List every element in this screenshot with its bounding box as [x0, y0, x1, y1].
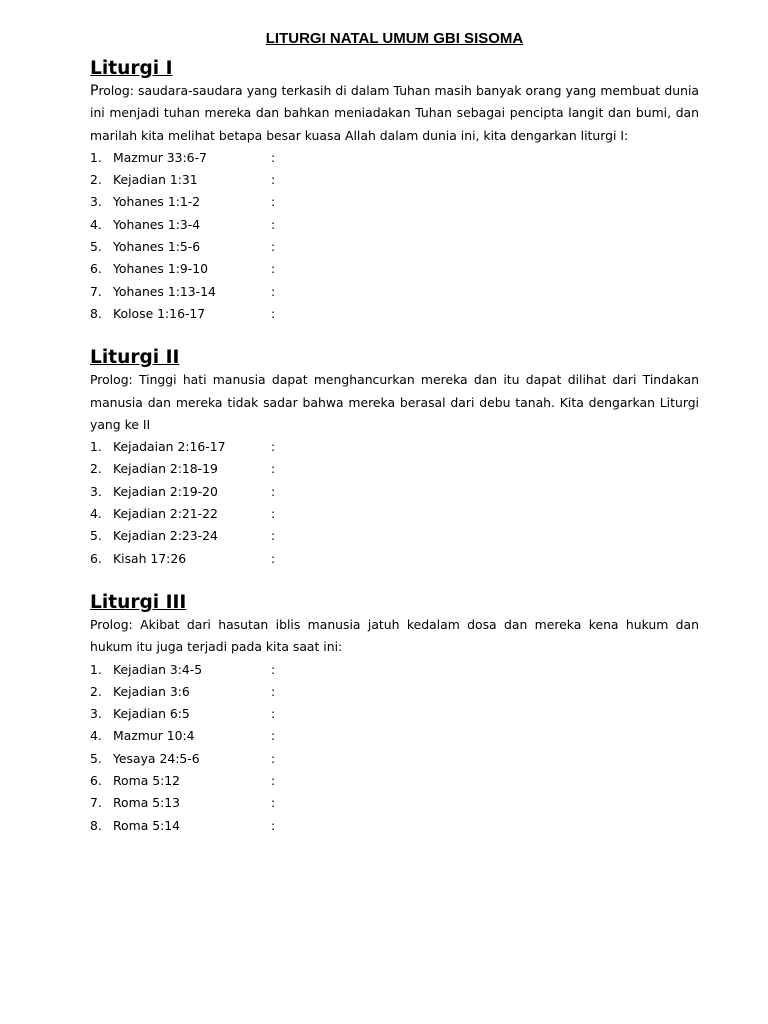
list-item [90, 525, 699, 547]
list-item [90, 281, 699, 303]
section-spacer [90, 325, 699, 347]
item-number: 6. [90, 261, 102, 277]
scripture-reference: Kejadian 3:4-5 [113, 661, 203, 677]
list-item [90, 169, 699, 191]
item-colon: : [271, 728, 276, 744]
item-number: 4. [90, 728, 102, 744]
list-item [90, 703, 699, 725]
item-number: 3. [90, 194, 102, 210]
list-item [90, 214, 699, 236]
section-spacer [90, 570, 699, 592]
scripture-reference: Mazmur 10:4 [113, 728, 195, 744]
list-item [90, 436, 699, 458]
list-item [90, 548, 699, 570]
section-prolog [90, 369, 699, 436]
item-number: 4. [90, 216, 102, 232]
list-item [90, 258, 699, 280]
list-item [90, 792, 699, 814]
scripture-reference: Yohanes 1:5-6 [113, 239, 201, 255]
prolog-text: rolog: Akibat dari hasutan iblis manusia jatuh kedalam dosa dan mereka kena hukum dan hukum itu juga terjadi pada kita saat ini: [90, 616, 699, 655]
scripture-reference: Yohanes 1:13-14 [113, 283, 216, 299]
section-heading: Liturgi I [90, 58, 173, 79]
prolog-first-letter: P [90, 83, 99, 99]
scripture-reference: Kejadaian 2:16-17 [113, 439, 226, 455]
item-number: 3. [90, 483, 102, 499]
item-number: 5. [90, 750, 102, 766]
item-colon: : [271, 773, 276, 789]
item-number: 5. [90, 239, 102, 255]
scripture-list [90, 659, 699, 837]
document-title: LITURGI NATAL UMUM GBI SISOMA [265, 30, 524, 47]
scripture-reference: Kejadian 6:5 [113, 706, 190, 722]
liturgi-section-1 [90, 58, 699, 325]
item-number: 1. [90, 661, 102, 677]
item-number: 2. [90, 461, 102, 477]
list-item [90, 236, 699, 258]
scripture-reference: Roma 5:14 [113, 817, 181, 833]
scripture-list [90, 147, 699, 325]
item-colon: : [271, 795, 276, 811]
item-number: 7. [90, 795, 102, 811]
item-number: 4. [90, 506, 102, 522]
list-item [90, 303, 699, 325]
item-colon: : [271, 706, 276, 722]
scripture-reference: Kejadian 3:6 [113, 683, 190, 699]
scripture-reference: Kisah 17:26 [113, 550, 187, 566]
list-item [90, 147, 699, 169]
item-number: 1. [90, 149, 102, 165]
item-number: 6. [90, 550, 102, 566]
item-colon: : [271, 149, 276, 165]
item-colon: : [271, 483, 276, 499]
item-colon: : [271, 683, 276, 699]
item-colon: : [271, 528, 276, 544]
item-colon: : [271, 550, 276, 566]
list-item [90, 770, 699, 792]
item-colon: : [271, 661, 276, 677]
scripture-reference: Kejadian 2:23-24 [113, 528, 218, 544]
item-colon: : [271, 750, 276, 766]
item-number: 7. [90, 283, 102, 299]
section-heading: Liturgi II [90, 347, 180, 369]
list-item [90, 503, 699, 525]
item-number: 8. [90, 305, 102, 321]
scripture-reference: Mazmur 33:6-7 [113, 149, 207, 165]
item-number: 1. [90, 439, 102, 455]
item-colon: : [271, 283, 276, 299]
scripture-reference: Yohanes 1:9-10 [113, 261, 208, 277]
item-number: 3. [90, 706, 102, 722]
liturgi-section-3 [90, 592, 699, 837]
list-item [90, 659, 699, 681]
scripture-reference: Kejadian 1:31 [113, 172, 198, 188]
scripture-reference: Kolose 1:16-17 [113, 305, 206, 321]
item-number: 8. [90, 817, 102, 833]
scripture-list [90, 436, 699, 570]
item-colon: : [271, 172, 276, 188]
item-colon: : [271, 239, 276, 255]
prolog-first-letter: P [90, 372, 98, 388]
scripture-reference: Kejadian 2:21-22 [113, 506, 218, 522]
prolog-text: rolog: saudara-saudara yang terkasih di dalam Tuhan masih banyak orang yang membuat dunia ini menjadi tuhan mereka dan bahkan meniadakan Tuhan sebagai pencipta langit dan bumi, dan marilah kita melihat betapa besar kuasa Allah dalam dunia ini, kita dengarkan liturgi I: [90, 83, 699, 143]
list-item [90, 191, 699, 213]
item-colon: : [271, 261, 276, 277]
item-colon: : [271, 194, 276, 210]
liturgi-section-2 [90, 347, 699, 570]
prolog-first-letter: P [90, 616, 98, 632]
item-number: 2. [90, 683, 102, 699]
list-item [90, 815, 699, 837]
item-colon: : [271, 216, 276, 232]
item-colon: : [271, 305, 276, 321]
list-item [90, 481, 699, 503]
item-number: 6. [90, 773, 102, 789]
scripture-reference: Yohanes 1:1-2 [113, 194, 201, 210]
scripture-reference: Kejadian 2:19-20 [113, 483, 218, 499]
prolog-text: rolog: Tinggi hati manusia dapat menghancurkan mereka dan itu dapat dilihat dari Tindakan manusia dan mereka tidak sadar bahwa mereka berasal dari debu tanah. Kita dengarkan Liturgi yang ke II [90, 372, 699, 432]
item-colon: : [271, 461, 276, 477]
scripture-reference: Roma 5:12 [113, 773, 181, 789]
scripture-reference: Kejadian 2:18-19 [113, 461, 218, 477]
section-prolog [90, 614, 699, 659]
scripture-reference: Roma 5:13 [113, 795, 181, 811]
scripture-reference: Yesaya 24:5-6 [113, 750, 200, 766]
section-heading: Liturgi III [90, 591, 187, 613]
scripture-reference: Yohanes 1:3-4 [113, 216, 201, 232]
list-item [90, 725, 699, 747]
item-colon: : [271, 439, 276, 455]
item-colon: : [271, 817, 276, 833]
item-number: 5. [90, 528, 102, 544]
list-item [90, 681, 699, 703]
section-prolog [90, 80, 699, 147]
list-item [90, 748, 699, 770]
item-number: 2. [90, 172, 102, 188]
list-item [90, 458, 699, 480]
item-colon: : [271, 506, 276, 522]
